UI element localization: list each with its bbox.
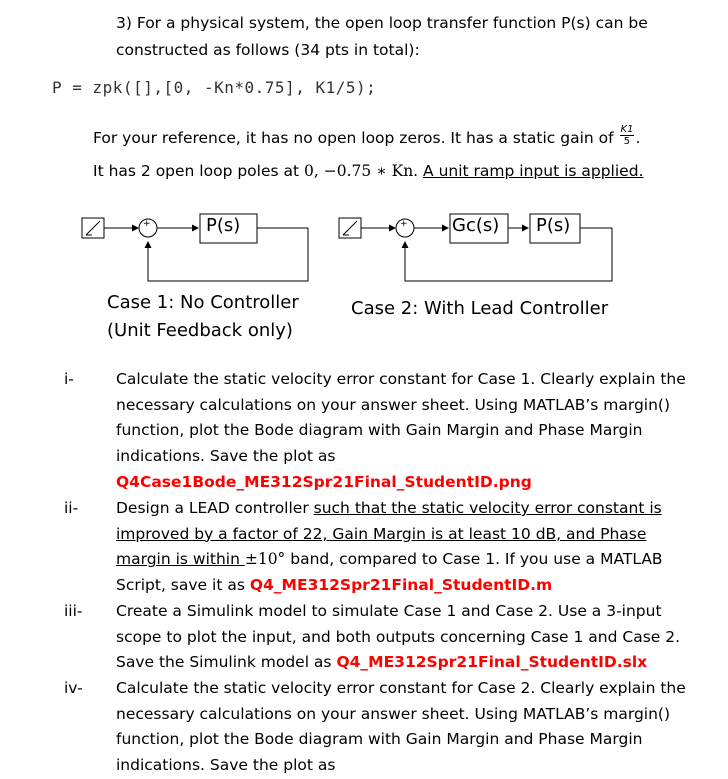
- item-iii-line-3: [116, 650, 680, 676]
- item-ii-line-4-pre: Script, save it as: [116, 576, 250, 595]
- item-iv: [116, 676, 686, 779]
- case2-label: Case 2: With Lead Controller: [351, 298, 609, 319]
- item-ii-filename: Q4_ME312Spr21Final_StudentID.m: [249, 576, 553, 595]
- item-iii-marker: iii-: [64, 602, 83, 620]
- item-ii-marker: ii-: [64, 499, 79, 517]
- question-line-2: constructed as follows (34 pts in total):: [116, 41, 420, 59]
- matlab-code-line: P = zpk([],[0, -Kn*0.75], K1/5);: [52, 78, 377, 97]
- case2-sum-sign: +: [400, 219, 408, 229]
- item-i-line-1: Calculate the static velocity error constant for Case 1. Clearly explain the: [116, 370, 686, 388]
- item-iv-line-3: function, plot the Bode diagram with Gain Margin and Phase Margin: [116, 730, 643, 749]
- item-iii: [116, 599, 680, 676]
- item-iii-line-3-pre: Save the Simulink model as: [116, 653, 337, 672]
- item-iv-line-2: necessary calculations on your answer sheet. Using MATLAB’s margin(): [116, 704, 671, 723]
- reference-text: For your reference, it has no open loop zeros. It has a static gain of: [93, 129, 614, 147]
- reference-line-1: For your reference, it has no open loop zeros. It has a static gain of $\frac{K1}{5}$ .: [93, 124, 641, 147]
- item-ii-line-3-post: band, compared to Case 1. If you use a MATLAB: [285, 550, 663, 569]
- item-i: [116, 367, 686, 496]
- ramp-input-text: A unit ramp input is applied.: [423, 162, 644, 180]
- item-i-line-2: necessary calculations on your answer sheet. Using MATLAB’s margin(): [116, 395, 671, 414]
- phase-margin-band: ±10°: [244, 550, 286, 569]
- case1-label-line-1: Case 1: No Controller: [107, 292, 299, 313]
- case2-plant-label: P(s): [536, 215, 571, 236]
- item-i-line-4: indications. Save the plot as: [116, 447, 336, 466]
- case1-plant-label: P(s): [206, 215, 241, 236]
- item-ii-line-4: [116, 573, 663, 599]
- item-i-marker: i-: [64, 370, 74, 388]
- gain-denominator: 5: [623, 136, 631, 147]
- question-line-1: 3) For a physical system, the open loop transfer function P(s) can be: [116, 14, 648, 32]
- item-iii-line-1: Create a Simulink model to simulate Case 1 and Case 2. Use a 3-input: [116, 602, 662, 620]
- item-iii-line-2: scope to plot the input, and both outputs concerning Case 1 and Case 2.: [116, 627, 681, 646]
- item-ii-line-3-underlined: margin is within: [116, 550, 245, 569]
- poles-text: It has 2 open loop poles at: [93, 162, 305, 180]
- item-ii-line-1: [116, 496, 663, 522]
- item-ii: [116, 496, 663, 599]
- poles-math: 0, −0.75 ∗ Kn.: [304, 162, 419, 180]
- item-ii-line-1-underlined: such that the static velocity error constant is: [313, 499, 662, 517]
- item-iv-line-4: indications. Save the plot as: [116, 756, 336, 775]
- case1-sum-sign: +: [143, 219, 151, 229]
- item-ii-line-1-pre: Design a LEAD controller: [116, 499, 314, 517]
- item-iv-line-1: Calculate the static velocity error constant for Case 2. Clearly explain the: [116, 679, 686, 697]
- case1-diagram: [82, 214, 308, 281]
- case2-controller-label: Gc(s): [452, 215, 500, 236]
- item-i-filename: Q4Case1Bode_ME312Spr21Final_StudentID.png: [116, 472, 532, 491]
- item-ii-line-3: [116, 547, 663, 573]
- item-iv-marker: iv-: [64, 679, 83, 697]
- item-iii-filename: Q4_ME312Spr21Final_StudentID.slx: [336, 653, 648, 672]
- gain-numerator: K1: [620, 124, 634, 135]
- item-ii-line-2: improved by a factor of 22, Gain Margin is at least 10 dB, and Phase: [116, 524, 647, 543]
- case1-label-line-2: (Unit Feedback only): [107, 320, 293, 341]
- item-i-line-3: function, plot the Bode diagram with Gain Margin and Phase Margin: [116, 421, 643, 440]
